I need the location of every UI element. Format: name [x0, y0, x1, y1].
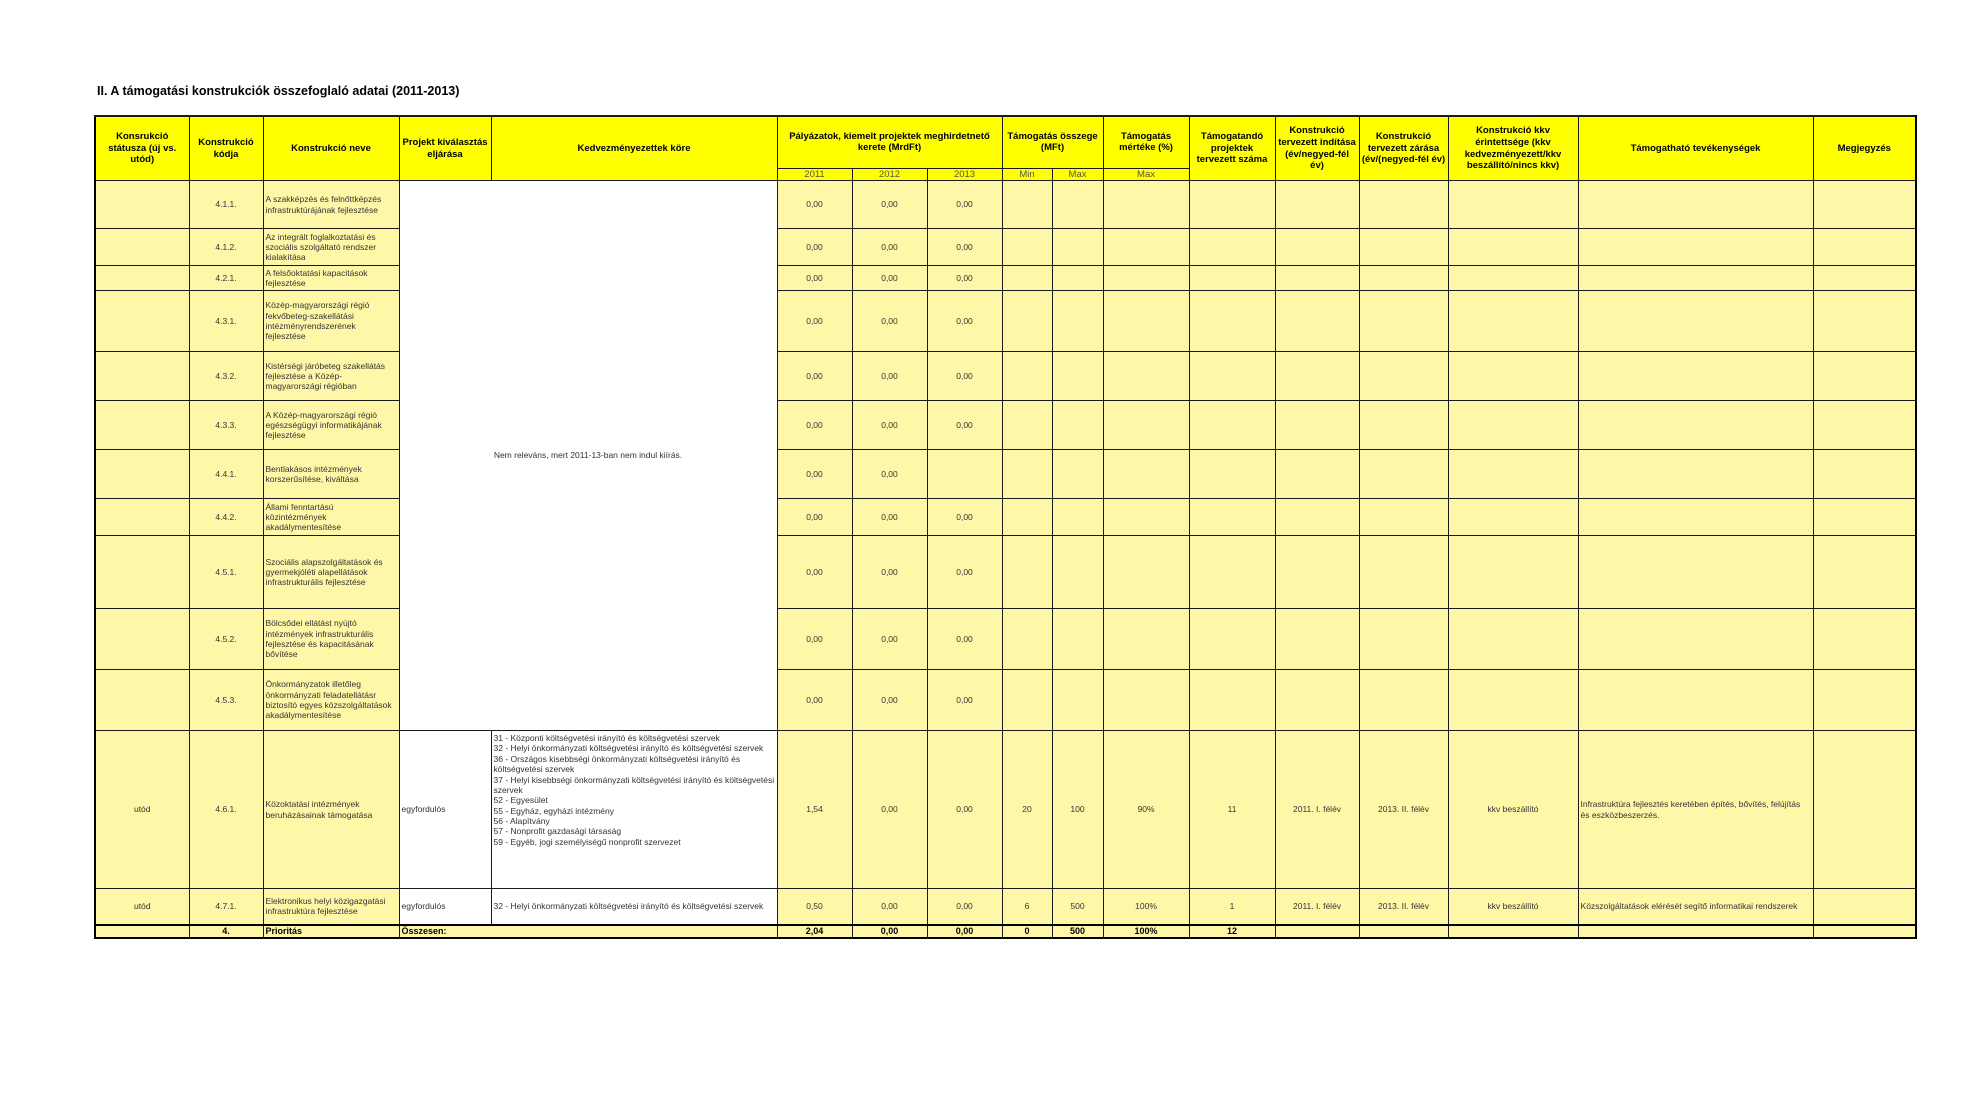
total-count: 12	[1189, 925, 1275, 938]
header-support-amount: Támogatás összege (MFt)	[1002, 116, 1103, 168]
row-name: A szakképzés és felnőttképzés infrastruktúrájának fejlesztése	[263, 181, 399, 229]
value-2011: 0,00	[777, 401, 852, 450]
beneficiary-item: 32 - Helyi önkormányzati költségvetési irányító és költségvetési szervek	[493, 743, 764, 754]
beneficiary-item: 36 - Országos kisebbségi önkormányzati költségvetési irányító és költségvetési szervek	[493, 753, 741, 775]
row-code: 4.3.2.	[189, 352, 263, 401]
beneficiary-item: 59 - Egyéb, jogi személyiségű nonprofit szervezet	[493, 836, 681, 847]
value-2013: 0,00	[927, 291, 1002, 352]
support-rate: 100%	[1103, 889, 1189, 925]
header-year-2013: 2013	[927, 168, 1002, 181]
beneficiary-item: 37 - Helyi kisebbségi önkormányzati költségvetési irányító és költségvetési szervek	[493, 774, 775, 795]
table-row	[95, 450, 1916, 499]
total-name: Prioritás	[263, 925, 399, 938]
value-2012: 0,00	[852, 536, 927, 609]
table-row	[95, 731, 1916, 889]
row-code: 4.1.2.	[189, 229, 263, 266]
row-code: 4.6.1.	[189, 731, 263, 889]
row-name: Bentlakásos intézmények korszerűsítése, kiváltása	[263, 450, 399, 499]
page-title: II. A támogatási konstrukciók összefoglaló adatai (2011-2013)	[97, 84, 460, 98]
row-name: A felsőoktatási kapacitások fejlesztése	[263, 266, 399, 291]
header-year-2012: 2012	[852, 168, 927, 181]
beneficiary-item: 52 - Egyesület	[493, 795, 548, 806]
value-2013: 0,00	[927, 229, 1002, 266]
beneficiary-item: 57 - Nonprofit gazdasági társaság	[493, 826, 622, 837]
header-beneficiaries: Kedvezményezettek köre	[491, 116, 777, 181]
value-2013: 0,00	[927, 181, 1002, 229]
row-status: utód	[95, 731, 189, 889]
beneficiary-item: 56 - Alapítvány	[493, 815, 550, 826]
end-date: 2013. II. félév	[1359, 731, 1448, 889]
value-2013: 0,00	[927, 352, 1002, 401]
activities: Infrastruktúra fejlesztés keretében építés, bővítés, felújítás és eszközbeszerzés.	[1578, 731, 1813, 889]
total-2011: 2,04	[777, 925, 852, 938]
row-code: 4.4.2.	[189, 499, 263, 536]
row-code: 4.5.1.	[189, 536, 263, 609]
row-code: 4.2.1.	[189, 266, 263, 291]
value-2012: 0,00	[852, 352, 927, 401]
header-max: Max	[1052, 168, 1103, 181]
value-2012: 0,00	[852, 450, 927, 499]
header-support-rate: Támogatás mértéke (%)	[1103, 116, 1189, 168]
total-2012: 0,00	[852, 925, 927, 938]
value-2012: 0,00	[852, 291, 927, 352]
row-name: Szociális alapszolgáltatások és gyermekjóléti alapellátások infrastrukturális fejlesztése	[263, 536, 399, 609]
support-max: 100	[1052, 731, 1103, 889]
row-name: Kistérségi járóbeteg szakellátás fejlesztése a Közép-magyarországi régióban	[263, 352, 399, 401]
beneficiary-item: 31 - Központi költségvetési irányító és költségvetési szervek	[493, 733, 720, 744]
total-min: 0	[1002, 925, 1052, 938]
table-row	[95, 536, 1916, 609]
value-2013: 0,00	[927, 609, 1002, 670]
start-date: 2011. I. félév	[1275, 731, 1359, 889]
projects-count: 11	[1189, 731, 1275, 889]
table-row	[95, 889, 1916, 925]
header-sme: Konstrukció kkv érintettsége (kkv kedvezményezett/kkv beszállító/nincs kkv)	[1448, 116, 1578, 181]
not-relevant-note: Nem releváns, mert 2011-13-ban nem indul kiírás.	[399, 181, 777, 731]
value-2011: 0,00	[777, 291, 852, 352]
table-row	[95, 499, 1916, 536]
header-calls: Pályázatok, kiemelt projektek meghirdetnető kerete (MrdFt)	[777, 116, 1002, 168]
value-2011: 0,00	[777, 450, 852, 499]
header-code: Konstrukció kódja	[189, 116, 263, 181]
value-2013	[927, 450, 1002, 499]
value-2012: 0,00	[852, 889, 927, 925]
sme-involvement: kkv beszállító	[1448, 731, 1578, 889]
beneficiary-item: 55 - Egyház, egyházi intézmény	[493, 805, 614, 816]
value-2011: 0,00	[777, 536, 852, 609]
value-2011: 1,54	[777, 731, 852, 889]
total-rate: 100%	[1103, 925, 1189, 938]
value-2012: 0,00	[852, 499, 927, 536]
table-row	[95, 266, 1916, 291]
support-rate: 90%	[1103, 731, 1189, 889]
support-max: 500	[1052, 889, 1103, 925]
header-notes: Megjegyzés	[1813, 116, 1916, 181]
value-2011: 0,00	[777, 499, 852, 536]
total-label: Összesen:	[399, 925, 777, 938]
row-beneficiaries	[491, 731, 777, 889]
row-code: 4.1.1.	[189, 181, 263, 229]
table-row	[95, 609, 1916, 670]
header-rate-max: Max	[1103, 168, 1189, 181]
value-2013: 0,00	[927, 401, 1002, 450]
table-row	[95, 352, 1916, 401]
value-2011: 0,50	[777, 889, 852, 925]
value-2013: 0,00	[927, 266, 1002, 291]
header-start: Konstrukció tervezett indítása (év/negyed-fél év)	[1275, 116, 1359, 181]
value-2012: 0,00	[852, 670, 927, 731]
row-name: Állami fenntartású közintézmények akadálymentesítése	[263, 499, 399, 536]
value-2011: 0,00	[777, 352, 852, 401]
header-year-2011: 2011	[777, 168, 852, 181]
header-projects-count: Támogatandó projektek tervezett száma	[1189, 116, 1275, 181]
value-2011: 0,00	[777, 229, 852, 266]
row-code: 4.7.1.	[189, 889, 263, 925]
value-2013: 0,00	[927, 536, 1002, 609]
row-name: A Közép-magyarországi régió egészségügyi informatikájának fejlesztése	[263, 401, 399, 450]
table-row	[95, 229, 1916, 266]
row-name: Önkormányzatok illetőleg önkormányzati feladatellátásr biztosító egyes közszolgáltatások akadálymentesítése	[263, 670, 399, 731]
value-2011: 0,00	[777, 266, 852, 291]
sme-involvement: kkv beszállító	[1448, 889, 1578, 925]
header-selection: Projekt kiválasztás eljárása	[399, 116, 491, 181]
header-status: Konsrukció státusza (új vs. utód)	[95, 116, 189, 181]
total-max: 500	[1052, 925, 1103, 938]
header-name: Konstrukció neve	[263, 116, 399, 181]
row-beneficiaries: 32 - Helyi önkormányzati költségvetési irányító és költségvetési szervek	[491, 889, 777, 925]
row-name: Az integrált foglalkoztatási és szociális szolgáltató rendszer kialakítása	[263, 229, 399, 266]
value-2013: 0,00	[927, 731, 1002, 889]
value-2013: 0,00	[927, 499, 1002, 536]
total-2013: 0,00	[927, 925, 1002, 938]
header-activities: Támogatható tevékenységek	[1578, 116, 1813, 181]
header-end: Konstrukció tervezett zárása (év/(negyed-fél év)	[1359, 116, 1448, 181]
row-code: 4.5.3.	[189, 670, 263, 731]
start-date: 2011. I. félév	[1275, 889, 1359, 925]
end-date: 2013. II. félév	[1359, 889, 1448, 925]
table-row	[95, 291, 1916, 352]
row-code: 4.3.1.	[189, 291, 263, 352]
row-name: Bölcsődei ellátást nyújtó intézmények infrastrukturális fejlesztése és kapacitásának bővítése	[263, 609, 399, 670]
table-row	[95, 181, 1916, 229]
row-code: 4.5.2.	[189, 609, 263, 670]
row-name: Elektronikus helyi közigazgatási infrastruktúra fejlesztése	[263, 889, 399, 925]
total-row	[95, 925, 1916, 938]
projects-count: 1	[1189, 889, 1275, 925]
value-2012: 0,00	[852, 609, 927, 670]
value-2011: 0,00	[777, 609, 852, 670]
support-min: 20	[1002, 731, 1052, 889]
header-min: Min	[1002, 168, 1052, 181]
value-2012: 0,00	[852, 229, 927, 266]
row-status: utód	[95, 889, 189, 925]
value-2011: 0,00	[777, 670, 852, 731]
row-code: 4.4.1.	[189, 450, 263, 499]
row-code: 4.3.3.	[189, 401, 263, 450]
total-code: 4.	[189, 925, 263, 938]
row-name: Közoktatási intézmények beruházásainak támogatása	[263, 731, 399, 889]
value-2012: 0,00	[852, 181, 927, 229]
value-2013: 0,00	[927, 889, 1002, 925]
activities: Közszolgáltatások elérését segítő informatikai rendszerek	[1578, 889, 1813, 925]
row-selection: egyfordulós	[399, 889, 491, 925]
table-row	[95, 401, 1916, 450]
row-name: Közép-magyarországi régió fekvőbeteg-szakellátási intézményrendszerének fejlesztése	[263, 291, 399, 352]
value-2012: 0,00	[852, 731, 927, 889]
value-2012: 0,00	[852, 266, 927, 291]
row-selection: egyfordulós	[399, 731, 491, 889]
value-2012: 0,00	[852, 401, 927, 450]
support-min: 6	[1002, 889, 1052, 925]
value-2013: 0,00	[927, 670, 1002, 731]
table-row	[95, 670, 1916, 731]
value-2011: 0,00	[777, 181, 852, 229]
summary-table	[94, 115, 1917, 939]
